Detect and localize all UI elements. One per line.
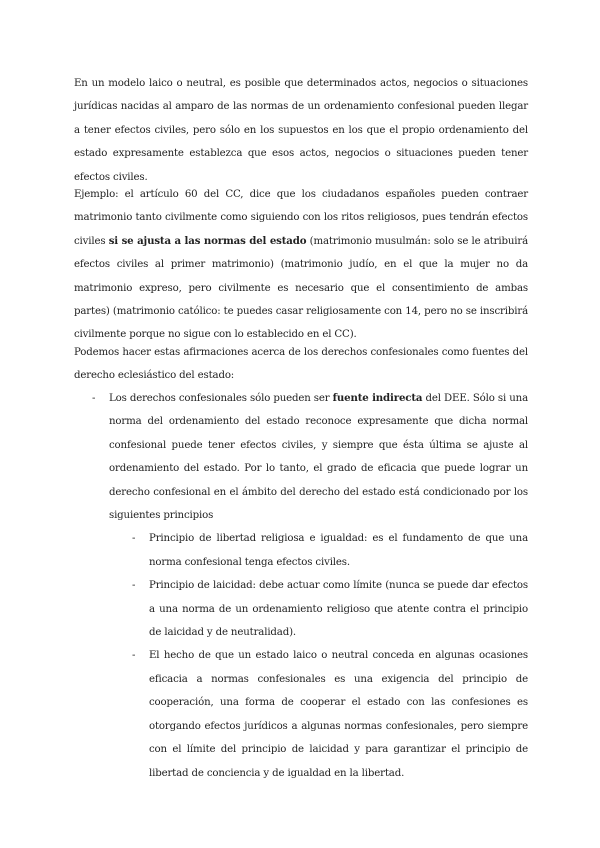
paragraph-example xyxy=(74,183,528,347)
dash-bullet: - xyxy=(92,393,96,404)
sub-list-item xyxy=(132,527,528,574)
sub-list-item-text: Principio de libertad religiosa e igualdad: es el fundamento de que una norma confesional tenga efectos civiles. xyxy=(149,533,528,568)
example-text-end: (matrimonio musulmán: solo se le atribuirá efectos civiles al primer matrimonio) (matrimonio judío, en el que la mujer no da matrimonio expreso, pero civilmente es necesario que el consentimiento de ambas partes) (matrimonio católico: te puedes casar religiosamente con 14, pero no se inscribirá civilmente porque no sigue con lo establecido en el CC). xyxy=(74,235,529,341)
example-bold-text: si se ajusta a las normas del estado xyxy=(108,234,307,247)
sub-list-item-text: El hecho de que un estado laico o neutral conceda en algunas ocasiones eficacia a normas confesionales es una exigencia del principio de cooperación, una forma de cooperar el estado con las confesiones es otorgando efectos jurídicos a algunas normas confesionales, pero siempre con el límite del principio de laicidad y para garantizar el principio de libertad de conciencia y de igualdad en la libertad. xyxy=(149,650,528,779)
dash-bullet: - xyxy=(132,650,136,662)
main-list xyxy=(92,387,528,785)
sub-list-item xyxy=(132,644,528,784)
sub-list-item xyxy=(132,574,528,644)
list-item xyxy=(92,387,528,785)
dash-bullet: - xyxy=(132,533,136,545)
list-item-text-start: Los derechos confesionales sólo pueden ser xyxy=(109,393,333,404)
paragraph-statements: Podemos hacer estas afirmaciones acerca de los derechos confesionales como fuentes del derecho eclesiástico del estado: xyxy=(74,347,528,382)
dash-bullet: - xyxy=(132,580,136,592)
list-item-text-end: del DEE. Sólo si una norma del ordenamiento del estado reconoce expresamente que dicha normal confesional puede tener efectos civiles, y siempre que ésta última se ajuste al ordenamiento del estado. Por lo tanto, el grado de eficacia que puede lograr un derecho confesional en el ámbito del derecho del estado está condicionado por los siguientes principios xyxy=(109,393,528,522)
sub-list xyxy=(132,527,528,784)
sub-list-item-text: Principio de laicidad: debe actuar como límite (nunca se puede dar efectos a una norma de un ordenamiento religioso que atente contra el principio de laicidad y de neutralidad). xyxy=(149,580,528,639)
example-text-start: Ejemplo: el artículo 60 del CC, dice que los ciudadanos españoles pueden contraer matrimonio tanto civilmente como siguiendo con los ritos religiosos, pues tendrán efectos civiles xyxy=(74,189,528,247)
paragraph-intro: En un modelo laico o neutral, es posible que determinados actos, negocios o situaciones jurídicas nacidas al amparo de las normas de un ordenamiento confesional pueden llegar a tener efectos civiles, pero sólo en los supuestos en los que el propio ordenamiento del estado expresamente establezca que esos actos, negocios o situaciones pueden tener efectos civiles. xyxy=(74,78,528,183)
list-item-bold-text: fuente indirecta xyxy=(332,392,423,404)
